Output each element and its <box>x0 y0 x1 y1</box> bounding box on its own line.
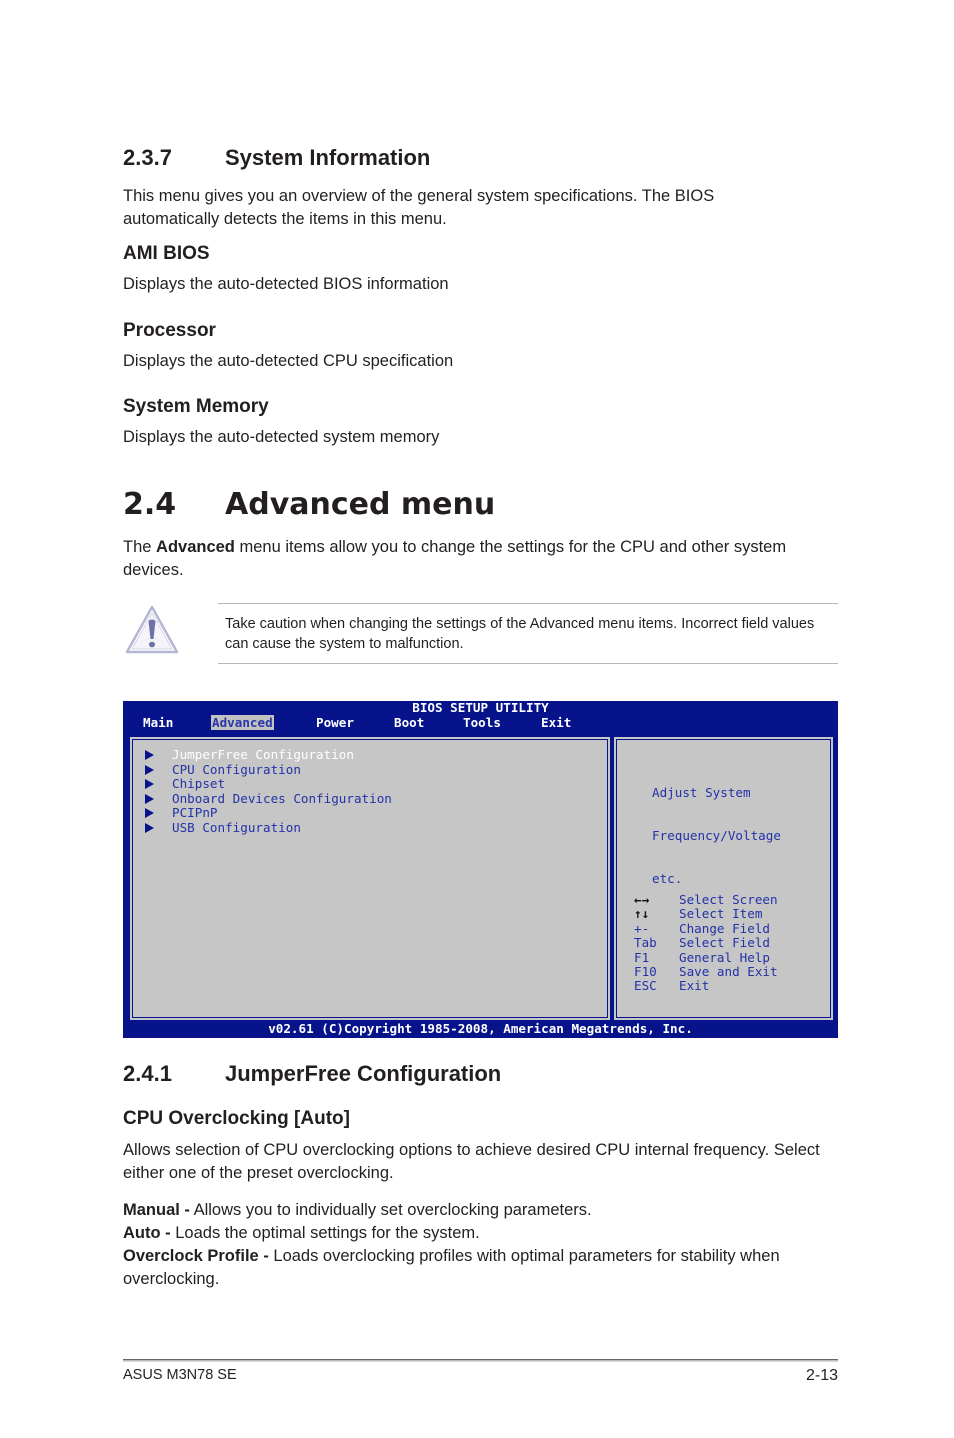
section-title: Advanced menu <box>225 487 496 522</box>
advanced-intro <box>123 536 833 582</box>
key-action: Select Item <box>679 906 763 922</box>
bios-item-chipset[interactable] <box>145 776 225 791</box>
bios-copyright: v02.61 (C)Copyright 1985-2008, American Megatrends, Inc. <box>268 1021 693 1036</box>
key-row <box>634 979 778 993</box>
caution-icon <box>124 603 180 655</box>
key-name: Tab <box>634 935 657 951</box>
bios-item-pcipnp[interactable] <box>145 805 218 820</box>
key-action: Select Screen <box>679 892 778 907</box>
key-row <box>634 951 778 965</box>
option-text: Loads the optimal settings for the system. <box>170 1224 480 1242</box>
key-row <box>634 922 778 936</box>
section-intro: This menu gives you an overview of the general system specifications. The BIOS automatically detects the items in this menu. <box>123 187 715 228</box>
option-text: Allows you to individually set overclocking parameters. <box>189 1201 592 1219</box>
bios-item-label: Onboard Devices Configuration <box>172 790 392 806</box>
key-name: ESC <box>634 978 657 994</box>
bios-key-legend <box>634 893 778 994</box>
caution-text: Take caution when changing the settings of the Advanced menu items. Incorrect field values can cause the system to malfunction. <box>225 616 815 652</box>
caution-bottom-rule <box>218 663 838 664</box>
up-down-arrows-icon: ↑↓ <box>634 906 650 922</box>
cpu-overclocking-heading: CPU Overclocking [Auto] <box>123 1108 350 1129</box>
cpu-overclocking-intro: Allows selection of CPU overclocking options to achieve desired CPU internal frequency. Select either one of the preset overclocking. <box>123 1141 820 1182</box>
section-number: 2.3.7 <box>123 145 172 170</box>
left-right-arrows-icon: ←→ <box>634 892 650 907</box>
bios-menu-power[interactable]: Power <box>316 715 354 730</box>
bios-item-label: USB Configuration <box>172 819 301 835</box>
section-heading-2-3-7 <box>123 145 430 171</box>
bios-item-label: PCIPnP <box>172 805 218 820</box>
submenu-arrow-icon <box>145 765 154 775</box>
submenu-arrow-icon <box>145 779 154 789</box>
ami-bios-heading: AMI BIOS <box>123 243 210 264</box>
bios-item-label: CPU Configuration <box>172 761 301 777</box>
section-heading-2-4 <box>123 487 495 522</box>
system-memory-text: Displays the auto-detected system memory <box>123 428 440 446</box>
bios-menu-main[interactable]: Main <box>143 715 174 730</box>
intro-bold: Advanced <box>156 538 235 556</box>
option-manual <box>123 1199 823 1222</box>
bios-item-label: Chipset <box>172 776 226 791</box>
option-label: Auto - <box>123 1224 171 1242</box>
caution-top-rule <box>218 603 838 604</box>
bios-item-cpu-configuration[interactable] <box>145 762 301 777</box>
key-row <box>634 893 778 907</box>
section-number: 2.4.1 <box>123 1061 172 1086</box>
option-overclock-profile <box>123 1245 823 1291</box>
bios-screen <box>123 701 838 1038</box>
bios-menu-boot[interactable]: Boot <box>394 715 425 730</box>
bios-help-panel <box>612 735 835 1022</box>
submenu-arrow-icon <box>145 823 154 833</box>
help-line: Adjust System <box>652 784 751 800</box>
bios-menu-exit[interactable]: Exit <box>541 715 572 730</box>
bios-item-label: JumperFree Configuration <box>172 747 354 762</box>
key-name: +- <box>634 920 650 936</box>
key-name: F10 <box>634 963 657 979</box>
key-row <box>634 936 778 950</box>
key-action: Select Field <box>679 935 770 951</box>
key-action: Save and Exit <box>679 963 778 979</box>
key-action: Exit <box>679 978 710 994</box>
footer-product: ASUS M3N78 SE <box>123 1367 237 1383</box>
help-line: etc. <box>652 871 683 887</box>
intro-text: The <box>123 538 157 556</box>
bios-item-jumperfree[interactable] <box>145 747 354 762</box>
submenu-arrow-icon <box>145 794 154 804</box>
section-title: JumperFree Configuration <box>225 1061 502 1086</box>
bios-menu-tools[interactable]: Tools <box>463 715 501 730</box>
option-label: Overclock Profile - <box>123 1247 269 1265</box>
processor-heading: Processor <box>123 320 216 341</box>
option-label: Manual - <box>123 1201 190 1219</box>
submenu-arrow-icon <box>145 750 154 760</box>
option-text: Loads overclocking profiles with optimal parameters for stability when overclocking. <box>123 1247 780 1288</box>
section-heading-2-4-1 <box>123 1061 501 1087</box>
key-action: Change Field <box>679 920 770 936</box>
bios-item-panel <box>128 735 612 1022</box>
bios-item-usb-configuration[interactable] <box>145 820 301 835</box>
bios-item-onboard-devices[interactable] <box>145 791 392 806</box>
help-line: Frequency/Voltage <box>652 828 781 844</box>
footer-rule <box>123 1359 838 1360</box>
system-memory-heading: System Memory <box>123 396 269 417</box>
option-auto <box>123 1222 823 1245</box>
footer-page-number: 2-13 <box>805 1367 838 1384</box>
intro-text: menu items allow you to change the settings for the CPU and other system devices. <box>123 538 787 579</box>
section-title: System Information <box>225 145 431 170</box>
bios-title: BIOS SETUP UTILITY <box>412 700 549 715</box>
key-row <box>634 907 778 921</box>
submenu-arrow-icon <box>145 808 154 818</box>
overclock-options <box>123 1199 823 1291</box>
section-number: 2.4 <box>123 487 177 522</box>
key-name: F1 <box>634 949 650 965</box>
key-row <box>634 965 778 979</box>
bios-menu-advanced[interactable]: Advanced <box>212 715 273 730</box>
key-action: General Help <box>679 949 770 965</box>
ami-bios-text: Displays the auto-detected BIOS information <box>123 275 449 293</box>
processor-text: Displays the auto-detected CPU specification <box>123 352 454 370</box>
